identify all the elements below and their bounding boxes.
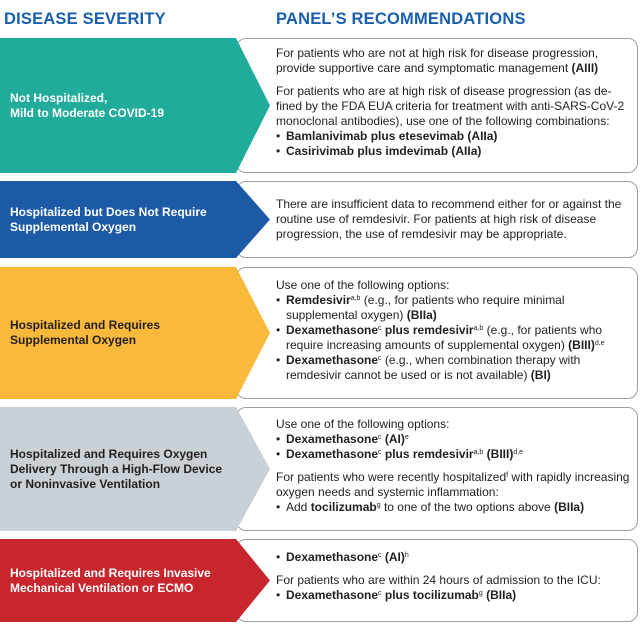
severity-arrow [0, 539, 270, 622]
row-mechanical-ventilation [0, 539, 640, 622]
severity-label: Hospitalized but Does Not Require Supplemental Oxygen [10, 204, 207, 234]
severity-arrow [0, 181, 270, 258]
recommendation-content: There are insufficient data to recommend either for or against the routine use of remdesivir. For patients at high risk of disease progression, the use of remdesivir may be appropriate. [276, 197, 622, 241]
bullet-item: • Casirivimab plus imdevimab (AIIa) [276, 144, 482, 158]
severity-label: Not Hospitalized, Mild to Moderate COVID-19 [10, 90, 165, 120]
recommendation-content: Use one of the following options: • Dexamethasone$^c$ (AI)$^e$ • Dexamethasone$^c$ plus remdesivir$^{a,b}$ (BIII)$^{d,e}$ For patients who were recently hospitalized$^f$ with rapidly increasing oxygen needs and systemic inflammation: • Add tocilizumab$^g$ to one of the two options above (BIIa) [276, 417, 632, 515]
bullet-item: • Dexamethasone$^c$ plus remdesivir$^{a,b}$ (BIII)$^{d,e}$ [276, 447, 524, 461]
row-supplemental-oxygen [0, 267, 640, 399]
row-high-flow-oxygen [0, 407, 640, 531]
bullet-item: • Dexamethasone$^c$ (AI)$^h$ [276, 550, 409, 564]
bullet-item: • Dexamethasone$^c$ (AI)$^e$ [276, 432, 409, 446]
row-hospitalized-no-oxygen [0, 181, 640, 258]
bullet-item: • Dexamethasone$^c$ plus tocilizumab$^g$ (BIIa) [276, 588, 517, 602]
recommendation-content: • Dexamethasone$^c$ (AI)$^h$ For patients who are within 24 hours of admission to the ICU: • Dexamethasone$^c$ plus tocilizumab$^g$ (BIIa) [276, 550, 632, 603]
bullet-item: • Dexamethasone$^c$ (e.g., when combination therapy with remdesivir cannot be used or is not available) (BI) [276, 353, 581, 382]
severity-label: Hospitalized and Requires Invasive Mechanical Ventilation or ECMO [10, 565, 211, 595]
row-not-hospitalized [0, 38, 640, 173]
severity-arrow [0, 267, 270, 399]
recommendation-content: For patients who are not at high risk for disease progression, provide supportive care and symptomatic management (AIII) For patients who are at high risk of disease progression (as de-fined by the FDA EUA criteria for treatment with anti-SARS-CoV-2 monoclonal antibodies), use one of the following combinations: • Bamlanivimab plus etesevimab (AIIa) • Casirivimab plus imdevimab (AIIa) [276, 46, 632, 159]
bullet-item: • Add tocilizumab$^g$ to one of the two options above (BIIa) [276, 500, 585, 514]
disease-severity-header: DISEASE SEVERITY [4, 10, 166, 28]
bullet-item: • Remdesivir$^{a,b}$ (e.g., for patients who require minimal supplemental oxygen) (BIIa) [276, 293, 565, 322]
severity-arrow [0, 38, 270, 173]
recommendation-content: Use one of the following options: • Remdesivir$^{a,b}$ (e.g., for patients who require minimal supplemental oxygen) (BIIa) • Dexamethasone$^c$ plus remdesivir$^{a,b}$ (e.g., for patients who require increasing amounts of supplemental oxygen) (BIII)$^{d,e}$ • Dexamethasone$^c$ (e.g., when combination therapy with remdesivir cannot be used or is not available) (BI) [276, 278, 632, 383]
panel-recommendations-header: PANEL’S RECOMMENDATIONS [276, 10, 526, 28]
bullet-item: • Bamlanivimab plus etesevimab (AIIa) [276, 129, 498, 143]
severity-label: Hospitalized and Requires Oxygen Delivery Through a High-Flow Device or Noninvasive Ventilation [10, 446, 223, 491]
severity-label: Hospitalized and Requires Supplemental Oxygen [10, 318, 161, 347]
bullet-item: • Dexamethasone$^c$ plus remdesivir$^{a,b}$ (e.g., for patients who require increasing amounts of supplemental oxygen) (BIII)$^{d,e}$ [276, 323, 605, 352]
severity-arrow [0, 407, 270, 531]
